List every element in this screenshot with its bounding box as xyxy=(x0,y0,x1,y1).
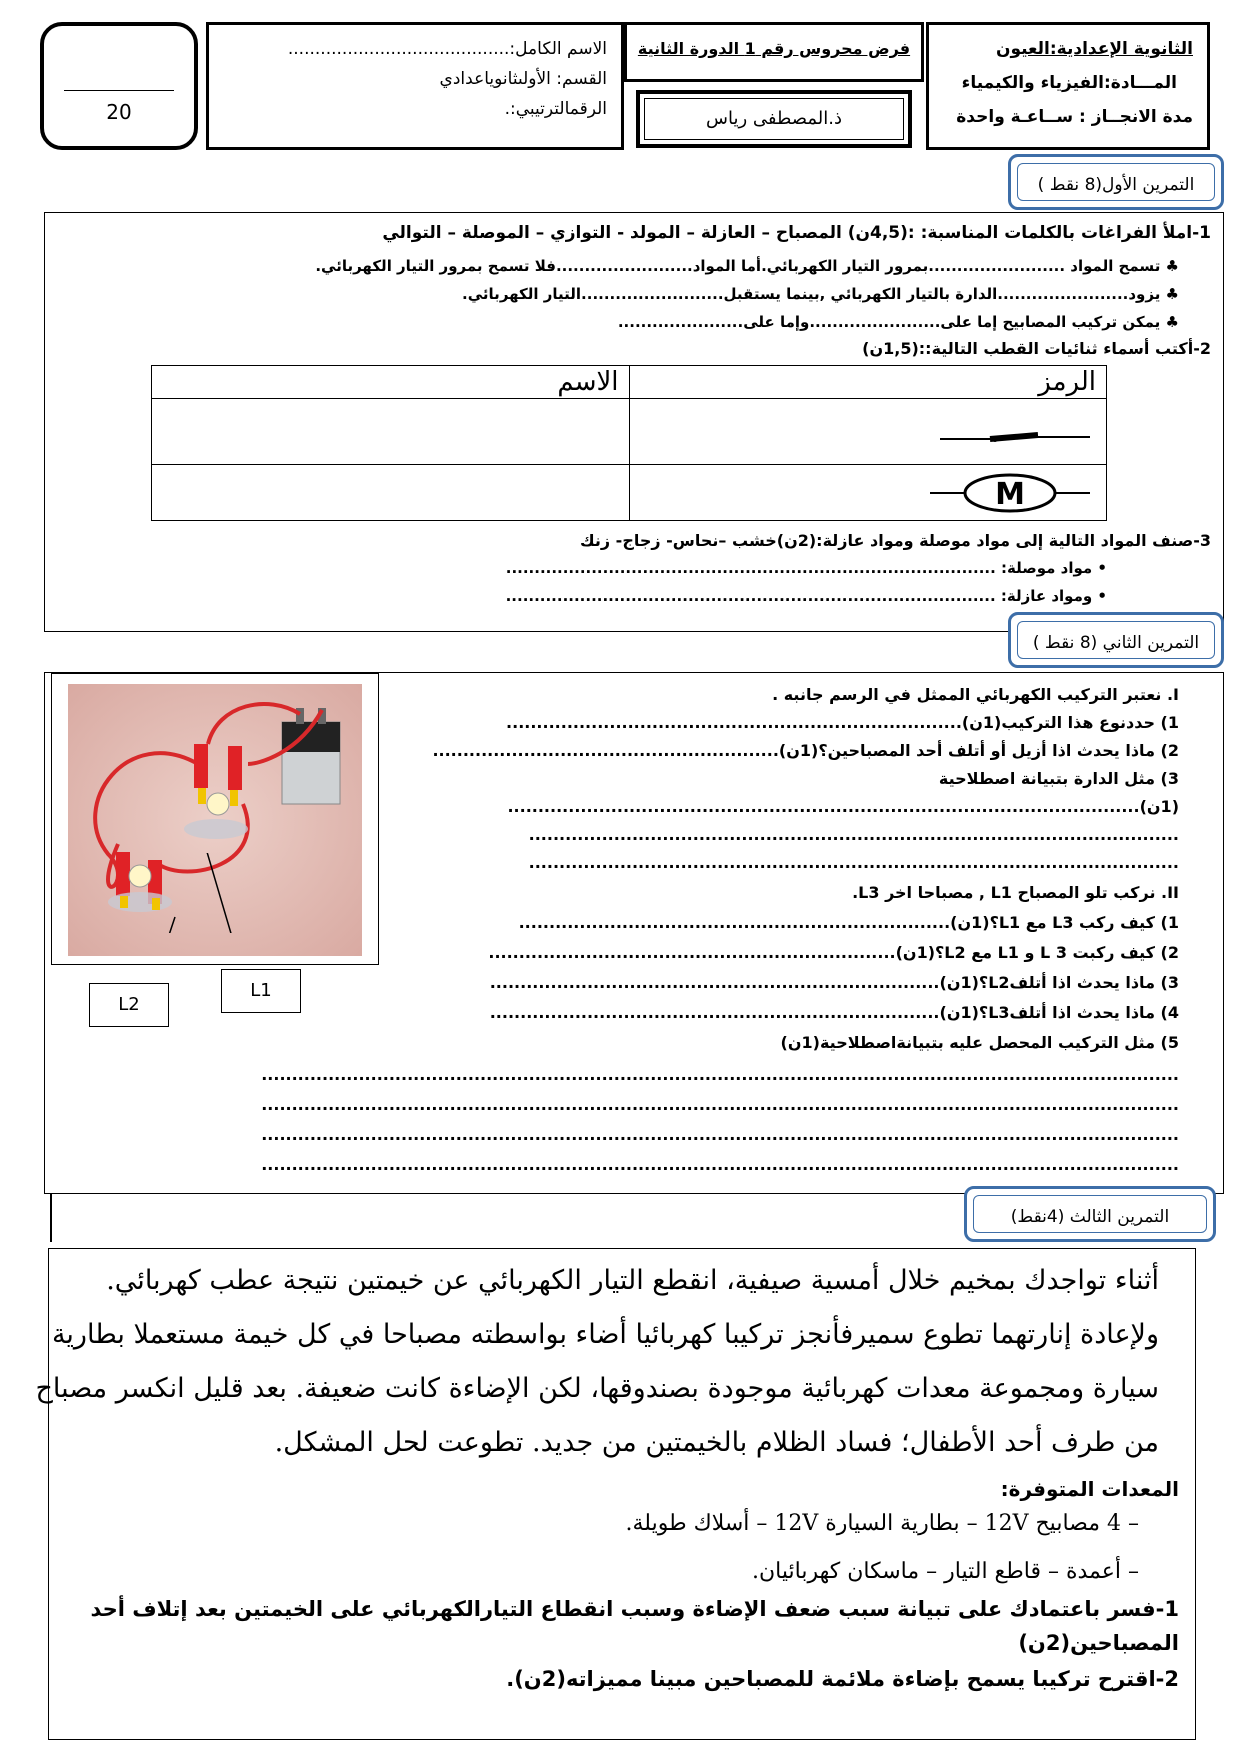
switch-symbol-icon xyxy=(910,411,1110,451)
ex2-partII: II. نركب تلو المصباح L1 , مصباحا اخر L3. xyxy=(852,883,1179,902)
bulb-L1-icon xyxy=(207,793,229,815)
exercise2-frame xyxy=(44,672,1224,1194)
ex2-i2[interactable]: 2) ماذا يحدث اذا أزيل أو أتلف أحد المصباحين؟(1ن)......................................................... xyxy=(432,741,1179,760)
ex2-i3-dots2[interactable]: ........................................................................................................... xyxy=(528,853,1179,872)
exercise1-frame xyxy=(44,212,1224,632)
ex2-answer-dots2[interactable]: ....................................................................................................................................................... xyxy=(261,1095,1179,1114)
exercise1-title: التمرين الأول(8 نقط ) xyxy=(1008,154,1224,210)
ex2-i1[interactable]: 1) حددنوع هذا التركيب(1ن)........................................................................... xyxy=(506,713,1179,732)
teacher-name: ذ.المصطفى رياس xyxy=(706,108,842,129)
ex1-q3-a[interactable]: • مواد موصلة: ...................................................................................... xyxy=(505,559,1107,577)
ex3-paragraph-line3: سيارة ومجموعة معدات كهربائية موجودة بصندوقها، لكن الإضاءة كانت ضعيفة. بعد قليل انكسر مصباح xyxy=(35,1373,1159,1404)
ex1-q3-b[interactable]: • ومواد عازلة: ...................................................................................... xyxy=(505,587,1107,605)
teacher-box-inner xyxy=(644,98,904,140)
ex3-equipment-line2: – أعمدة – قاطع التيار – ماسكان كهربائيان. xyxy=(752,1559,1139,1584)
student-info-box xyxy=(206,22,624,150)
ex2-answer-dots4[interactable]: ....................................................................................................................................................... xyxy=(261,1155,1179,1174)
exam-title-box xyxy=(624,22,924,82)
score-box xyxy=(40,22,198,150)
ex2-i3-dots1[interactable]: ........................................................................................................... xyxy=(528,825,1179,844)
ex1-q1-b[interactable]: ♣ يزود.......................الدارة بالتيار الكهربائي ,بينما يستقبل.........................التيار الكهربائي. xyxy=(462,285,1179,303)
exam-title: فرض محروس رقم 1 الدورة الثانية xyxy=(637,39,911,58)
ex1-q3: 3-صنف المواد التالية إلى مواد موصلة ومواد عازلة:(2ن)خشب –نحاس- زجاج- زنك xyxy=(579,531,1211,550)
teacher-box xyxy=(636,90,912,148)
label-L1: L1 xyxy=(221,969,301,1013)
ex2-ii1[interactable]: 1) كيف ركب L3 مع L1؟(1ن)....................................................................... xyxy=(518,913,1179,932)
ex3-q1-points: المصباحين(2ن) xyxy=(1018,1631,1179,1655)
ex3-q2: 2-اقترح تركيبا يسمح بإضاءة ملائمة للمصباحين مبينا مميزاته(2ن). xyxy=(506,1667,1179,1691)
ex2-ii4[interactable]: 4) ماذا يحدث اذا أتلفL3؟(1ن).......................................................................... xyxy=(489,1003,1179,1022)
exam-duration: مدة الانجــاز : ســاعـة واحدة xyxy=(956,107,1193,127)
ex1-q1-a[interactable]: ♣ تسمح المواد ........................بمرور التيار الكهربائي.أما المواد........................فلا تسمح بمرور التيار الكهربائي. xyxy=(315,257,1179,275)
ex2-answer-dots3[interactable]: ....................................................................................................................................................... xyxy=(261,1125,1179,1144)
ex3-q1: 1-فسر باعتمادك على تبيانة سبب ضعف الإضاءة وسبب انقطاع التيارالكهربائي على الخيمتين بعد إتلاف أحد xyxy=(90,1597,1179,1621)
ex2-ii3[interactable]: 3) ماذا يحدث اذا أتلفL2؟(1ن).......................................................................... xyxy=(489,973,1179,992)
ex1-q1: 1-املأ الفراغات بالكلمات المناسبة: :(4,5ن) المصباح – العازلة – المولد - التوازي – الموصلة – التوالي xyxy=(382,223,1211,243)
ex1-q1-c[interactable]: ♣ يمكن تركيب المصابيح إما على.......................وإما على...................... xyxy=(617,313,1179,331)
label-arrows xyxy=(85,853,385,933)
ex3-paragraph-line4: من طرف أحد الأطفال؛ فساد الظلام بالخيمتين من جديد. تطوعت لحل المشكل. xyxy=(274,1427,1159,1458)
motor-symbol-icon xyxy=(920,468,1120,518)
ex2-ii2[interactable]: 2) كيف ركبت 3 L و L1 مع L2؟(1ن)................................................................... xyxy=(488,943,1179,962)
motor-symbol-cell xyxy=(629,465,1106,521)
switch-name-cell[interactable] xyxy=(152,399,630,465)
ex2-answer-dots1[interactable]: ....................................................................................................................................................... xyxy=(261,1065,1179,1084)
ex2-partI: I. نعتبر التركيب الكهربائي الممثل في الرسم جانبه . xyxy=(772,685,1179,704)
exercise3-frame xyxy=(35,1248,1196,1740)
table-header-symbol: الرمز xyxy=(629,366,1106,399)
ex2-i3: 3) مثل الدارة بتبيانة اصطلاحية xyxy=(938,769,1179,788)
dipole-table xyxy=(151,365,1107,521)
name-label[interactable]: الاسم الكامل:......................................... xyxy=(287,39,607,59)
exercise3-top-line xyxy=(50,1194,52,1242)
ex3-equipment-line1: – 4 مصابيح 12V – بطارية السيارة 12V – أسلاك طويلة. xyxy=(625,1511,1139,1536)
ex1-q2: 2-أكتب أسماء ثنائيات القطب التالية::(1,5ن) xyxy=(862,339,1211,358)
score-total: 20 xyxy=(106,100,132,124)
class-label: القسم: الأولىثانوياعدادي xyxy=(439,69,607,89)
exercise3-title: التمرين الثالث (4نقط) xyxy=(964,1186,1216,1242)
subject-name: المـــادة:الفيزياء والكيمياء xyxy=(961,73,1177,93)
table-header-name: الاسم xyxy=(152,366,630,399)
motor-letter: M xyxy=(994,477,1025,512)
ex2-i3-points[interactable]: (1ن)........................................................................................................ xyxy=(507,797,1179,816)
ex3-paragraph-line1: أثناء تواجدك بمخيم خلال أمسية صيفية، انقطع التيار الكهربائي عن خيمتين نتيجة عطب كهربائي. xyxy=(106,1265,1159,1296)
school-box xyxy=(926,22,1210,150)
score-line xyxy=(64,90,174,91)
exercise2-title: التمرين الثاني (8 نقط ) xyxy=(1008,612,1224,668)
label-L2: L2 xyxy=(89,983,169,1027)
school-name: الثانوية الإعدادية:العيون xyxy=(995,39,1193,59)
ex2-ii5: 5) مثل التركيب المحصل عليه بتبيانةاصطلاحية(1ن) xyxy=(780,1033,1179,1052)
ex3-equipment-title: المعدات المتوفرة: xyxy=(1000,1477,1179,1501)
number-label[interactable]: الرقمالترتيبي:. xyxy=(504,99,607,119)
switch-symbol-cell xyxy=(629,399,1106,465)
motor-name-cell[interactable] xyxy=(152,465,630,521)
ex3-paragraph-line2: ولإعادة إنارتهما تطوع سميرفأنجز تركيبا كهربائيا أضاء بواسطته مصباحا في كل خيمة مستعملا بطارية xyxy=(51,1319,1159,1350)
